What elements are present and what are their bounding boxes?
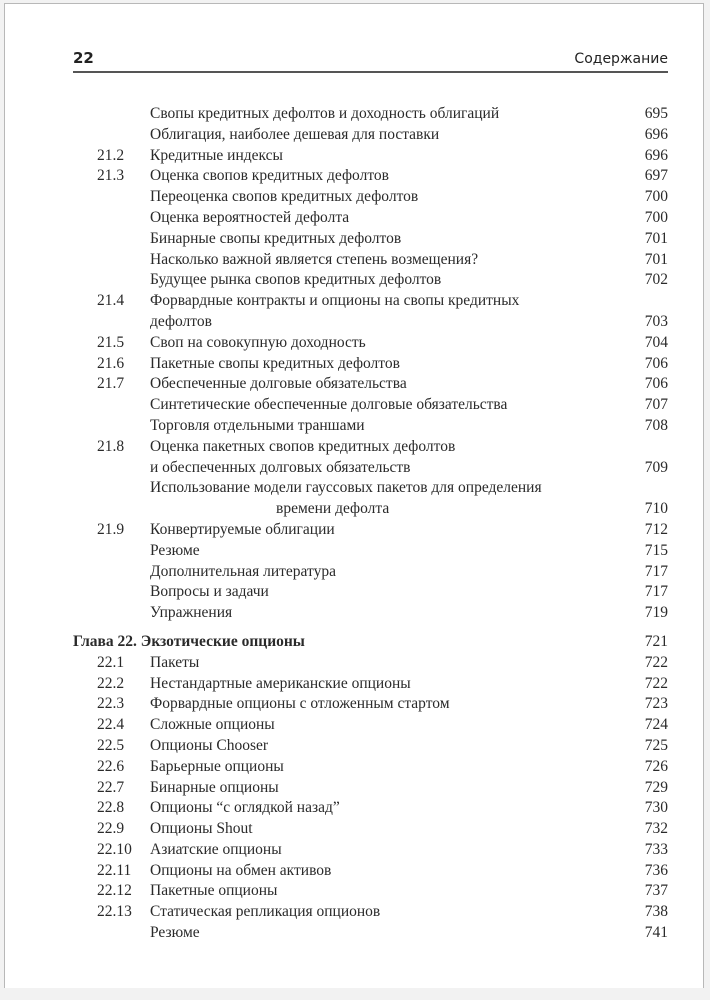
toc-entry-title: Форвардные контракты и опционы на свопы кредитных	[150, 292, 520, 310]
toc-entry	[73, 312, 668, 333]
toc-entry-page: 701	[644, 250, 668, 268]
toc-entry-number: 22.9	[97, 820, 125, 838]
toc-entry-page: 726	[644, 757, 668, 775]
toc-entry	[73, 458, 668, 479]
toc-entry-title: Барьерные опционы	[150, 757, 284, 775]
toc-entry-title: Резюме	[150, 541, 200, 559]
toc-entry	[73, 715, 668, 736]
toc-entry-title: Опционы “с оглядкой назад”	[150, 799, 340, 817]
toc-entry-number: 22.6	[97, 757, 125, 775]
chapter-title: Глава 22. Экзотические опционы	[73, 632, 305, 650]
toc-entry-number: 22.1	[97, 653, 125, 671]
toc-entry-title: Синтетические обеспеченные долговые обязательства	[150, 396, 508, 414]
toc-entry-page: 696	[644, 146, 668, 164]
toc-entry-page: 717	[644, 583, 668, 601]
toc-entry-page: 709	[644, 458, 668, 476]
toc-entry	[73, 416, 668, 437]
toc-entry	[73, 603, 668, 624]
toc-entry-number: 21.6	[97, 354, 125, 372]
toc-entry-number: 22.10	[97, 840, 132, 858]
toc-entry-title: Опционы на обмен активов	[150, 861, 332, 879]
toc-entry-page: 702	[644, 271, 668, 289]
toc-entry-title: Бинарные опционы	[150, 778, 279, 796]
toc-entry	[73, 146, 668, 167]
toc-entry	[73, 374, 668, 395]
toc-entry	[73, 437, 668, 458]
toc-entry-title: Опционы Shout	[150, 820, 253, 838]
toc-entry	[73, 778, 668, 799]
toc-entry	[73, 902, 668, 923]
toc-entry-title: Резюме	[150, 924, 200, 942]
toc-entry-title: Оценка вероятностей дефолта	[150, 208, 350, 226]
toc-entry-page: 703	[644, 312, 668, 330]
section-title: Содержание	[574, 51, 668, 67]
toc-entry-number: 21.4	[97, 292, 125, 310]
toc-entry-page: 729	[644, 778, 668, 796]
toc-entry-title: Насколько важной является степень возмещения?	[150, 250, 479, 268]
toc-entry	[73, 125, 668, 146]
toc-entry-title: Дополнительная литература	[150, 562, 336, 580]
toc-entry-page: 706	[644, 375, 668, 393]
toc-entry	[73, 840, 668, 861]
toc-entry	[73, 395, 668, 416]
toc-entry-page: 732	[644, 820, 668, 838]
toc-entry-page: 725	[644, 736, 668, 754]
toc-entry-page: 700	[644, 208, 668, 226]
toc-entry-number: 21.3	[97, 167, 125, 185]
toc-entry-title: Конвертируемые облигации	[150, 520, 335, 538]
toc-entry-page: 722	[644, 653, 668, 671]
toc-entry-title: Свопы кредитных дефолтов и доходность облигаций	[150, 105, 500, 122]
toc-entry-title: Опционы Chooser	[150, 736, 269, 754]
toc-entry-page: 737	[644, 882, 668, 900]
toc-entry	[73, 736, 668, 757]
toc-entry	[73, 861, 668, 882]
toc-entry-number: 22.13	[97, 903, 132, 921]
toc-entry-title: Торговля отдельными траншами	[150, 416, 365, 434]
toc-entry	[73, 270, 668, 291]
toc-entry-page: 730	[644, 799, 668, 817]
toc-entry-page: 723	[644, 695, 668, 713]
toc-entry	[73, 757, 668, 778]
toc-entry-title: Оценка пакетных свопов кредитных дефолтов	[150, 437, 456, 455]
toc-entry-title: Бинарные свопы кредитных дефолтов	[150, 229, 402, 247]
toc-entry	[73, 104, 668, 125]
toc-entry-title: времени дефолта	[276, 500, 390, 518]
toc-entry-number: 22.3	[97, 695, 125, 713]
toc-entry-page: 722	[644, 674, 668, 692]
toc-entry	[73, 541, 668, 562]
document-page	[4, 3, 704, 988]
toc-entry-title: Статическая репликация опционов	[150, 903, 381, 921]
toc-entry-page: 724	[644, 716, 668, 734]
toc-entry-title: Упражнения	[150, 604, 233, 622]
toc-entry-number: 22.5	[97, 736, 125, 754]
toc-entry-page: 704	[644, 333, 668, 351]
toc-entry-number: 22.8	[97, 799, 125, 817]
toc-entry	[73, 499, 668, 520]
toc-entry	[73, 166, 668, 187]
toc-entry	[73, 798, 668, 819]
toc-entry-page: 696	[644, 125, 668, 143]
toc-entry-title: Использование модели гауссовых пакетов для определения	[150, 479, 542, 497]
toc-entry-page: 738	[644, 903, 668, 921]
toc-entry-page: 719	[644, 604, 668, 622]
toc-entry-title: Облигация, наиболее дешевая для поставки	[150, 125, 440, 143]
toc-entry	[73, 250, 668, 271]
toc-entry-title: дефолтов	[150, 312, 212, 330]
toc-entry-page: 706	[644, 354, 668, 372]
toc-entry-title: Переоценка свопов кредитных дефолтов	[150, 188, 419, 206]
toc-entry-title: Пакеты	[150, 653, 200, 671]
toc-entry-page: 715	[644, 541, 668, 559]
toc-entry-number: 22.2	[97, 674, 125, 692]
toc-entry	[73, 694, 668, 715]
toc-entry-page: 700	[644, 188, 668, 206]
toc-entry-title: Пакетные свопы кредитных дефолтов	[150, 354, 400, 372]
chapter-page: 721	[644, 632, 668, 650]
toc-entry-page: 733	[644, 840, 668, 858]
toc-entry	[73, 520, 668, 541]
toc-entry-title: Кредитные индексы	[150, 146, 283, 164]
toc-entry-page: 717	[644, 562, 668, 580]
toc-entry-page: 695	[644, 105, 668, 122]
toc-entry-title: Своп на совокупную доходность	[150, 333, 366, 351]
toc-entry-title: Нестандартные американские опционы	[150, 674, 411, 692]
toc-entry-page: 712	[644, 520, 668, 538]
toc-entry-page: 710	[644, 500, 668, 518]
toc-entry-title: Будущее рынка свопов кредитных дефолтов	[150, 271, 442, 289]
toc-entry-page: 707	[644, 396, 668, 414]
toc-entry	[73, 562, 668, 583]
toc-entry	[73, 653, 668, 674]
toc-entry	[73, 923, 668, 944]
toc-entry-page: 708	[644, 416, 668, 434]
toc-entry-number: 21.5	[97, 333, 125, 351]
toc-chapter-heading	[73, 632, 668, 653]
toc-entry	[73, 478, 668, 499]
toc-entry-title: Оценка свопов кредитных дефолтов	[150, 167, 389, 185]
toc-entry-number: 22.7	[97, 778, 125, 796]
toc-entry	[73, 881, 668, 902]
toc-entry-number: 21.8	[97, 437, 125, 455]
toc-entry-title: Сложные опционы	[150, 716, 275, 734]
toc-entry	[73, 354, 668, 375]
toc-entry	[73, 187, 668, 208]
toc-entry-number: 22.12	[97, 882, 132, 900]
toc-entry-title: и обеспеченных долговых обязательств	[150, 458, 411, 476]
toc-entry	[73, 333, 668, 354]
toc-entry-number: 21.9	[97, 520, 125, 538]
toc-entry-page: 701	[644, 229, 668, 247]
toc-entry-page: 741	[644, 924, 668, 942]
toc-entry-title: Азиатские опционы	[150, 840, 282, 858]
toc-entry	[73, 229, 668, 250]
toc-entry	[73, 674, 668, 695]
toc-entry-number: 21.2	[97, 146, 125, 164]
toc-entry-number: 22.4	[97, 716, 125, 734]
toc-entry-page: 736	[644, 861, 668, 879]
table-of-contents	[73, 104, 668, 944]
running-header	[73, 47, 668, 73]
toc-entry-page: 697	[644, 167, 668, 185]
toc-entry	[73, 582, 668, 603]
page-number: 22	[73, 49, 94, 67]
toc-entry-title: Пакетные опционы	[150, 882, 278, 900]
toc-entry-title: Обеспеченные долговые обязательства	[150, 375, 407, 393]
toc-entry	[73, 819, 668, 840]
toc-entry-number: 21.7	[97, 375, 125, 393]
toc-entry-title: Вопросы и задачи	[150, 583, 269, 601]
toc-entry	[73, 208, 668, 229]
toc-entry-number: 22.11	[97, 861, 132, 879]
toc-entry-title: Форвардные опционы с отложенным стартом	[150, 695, 450, 713]
toc-entry	[73, 291, 668, 312]
